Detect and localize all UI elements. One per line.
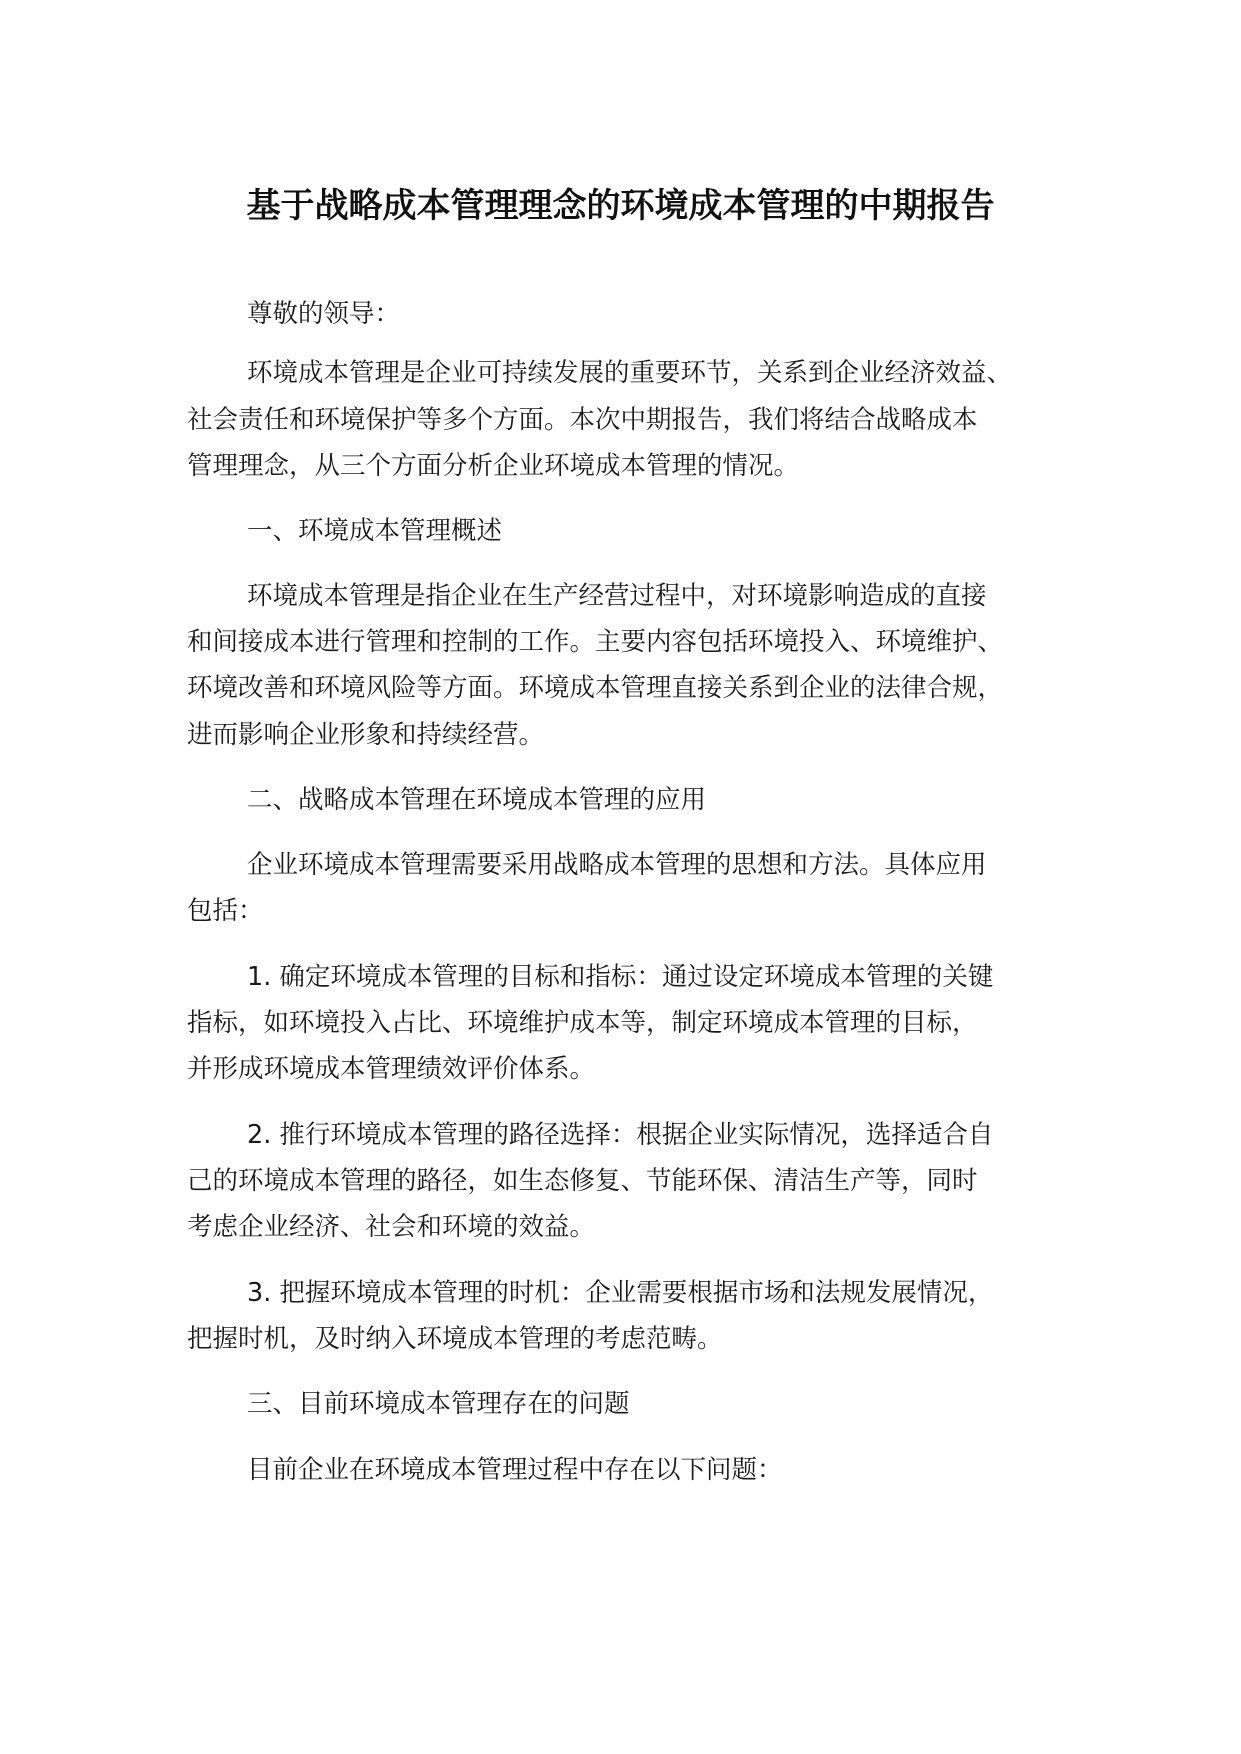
paragraph-line: 管理理念，从三个方面分析企业环境成本管理的情况。 — [187, 451, 800, 481]
paragraph-line: 环境成本管理是企业可持续发展的重要环节，关系到企业经济效益、 — [247, 358, 1013, 388]
list-item-line: 指标，如环境投入占比、环境维护成本等，制定环境成本管理的目标， — [187, 1008, 978, 1038]
section-heading-2: 二、战略成本管理在环境成本管理的应用 — [247, 785, 707, 815]
paragraph-line: 环境改善和环境风险等方面。环境成本管理直接关系到企业的法律合规， — [187, 673, 1004, 703]
paragraph-line: 企业环境成本管理需要采用战略成本管理的思想和方法。具体应用 — [247, 850, 987, 880]
document-title: 基于战略成本管理理念的环境成本管理的中期报告 — [246, 186, 995, 226]
section-heading-1: 一、环境成本管理概述 — [247, 516, 503, 546]
list-item-line: 己的环境成本管理的路径，如生态修复、节能环保、清洁生产等，同时 — [187, 1166, 978, 1196]
list-item-line: 2. 推行环境成本管理的路径选择：根据企业实际情况，选择适合自 — [247, 1120, 994, 1150]
list-item-line: 把握时机，及时纳入环境成本管理的考虑范畴。 — [187, 1324, 723, 1354]
list-item-line: 3. 把握环境成本管理的时机：企业需要根据市场和法规发展情况， — [247, 1278, 994, 1308]
paragraph-line: 社会责任和环境保护等多个方面。本次中期报告，我们将结合战略成本 — [187, 405, 978, 435]
list-item-line: 考虑企业经济、社会和环境的效益。 — [187, 1212, 596, 1242]
section-heading-3: 三、目前环境成本管理存在的问题 — [247, 1389, 630, 1419]
paragraph-line: 环境成本管理是指企业在生产经营过程中，对环境影响造成的直接 — [247, 581, 987, 611]
paragraph-line: 包括： — [187, 896, 264, 926]
list-item-line: 并形成环境成本管理绩效评价体系。 — [187, 1054, 596, 1084]
paragraph-line: 和间接成本进行管理和控制的工作。主要内容包括环境投入、环境维护、 — [187, 627, 1004, 657]
salutation: 尊敬的领导： — [247, 299, 401, 329]
list-item-line: 1. 确定环境成本管理的目标和指标：通过设定环境成本管理的关键 — [247, 962, 994, 992]
paragraph-line: 目前企业在环境成本管理过程中存在以下问题： — [247, 1455, 783, 1485]
paragraph-line: 进而影响企业形象和持续经营。 — [187, 720, 545, 750]
